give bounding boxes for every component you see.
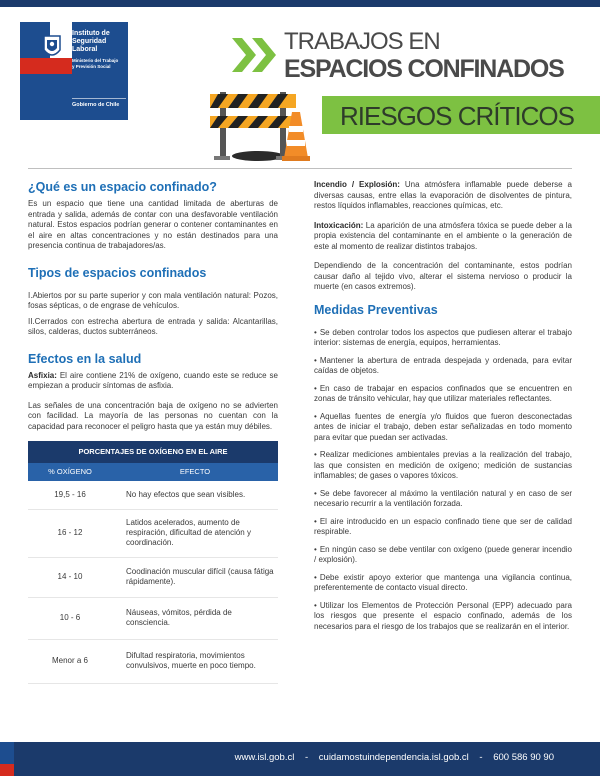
measures-list	[314, 328, 572, 633]
effect-cell: Difultad respiratoria, movimientos convulsivos, muerte en poco tiempo.	[112, 639, 278, 683]
oxygen-cell: 10 - 6	[28, 597, 112, 639]
paragraph-senales: Las señales de una concentración baja de oxígeno no se advierten con facilidad. La mayoría de las personas no cuentan con la capacidad para reconocer el peligro hasta que ya están muy débiles.	[28, 400, 278, 431]
coat-of-arms-icon	[34, 30, 70, 64]
isl-logo	[20, 22, 128, 120]
heading-tipos: Tipos de espacios confinados	[28, 265, 207, 280]
table-header-oxygen: % OXÍGENO	[28, 463, 112, 481]
effect-cell: Náuseas, vómitos, pérdida de consciencia.	[112, 597, 278, 639]
table-header-effect: EFECTO	[112, 463, 278, 481]
list-item: • Realizar mediciones ambientales previas a la realización del trabajo, las que consisten en medición de oxígeno; medición de sustancias inflamables; de gases o vapores tóxicos.	[314, 450, 572, 480]
logo-gobierno: Gobierno de Chile	[72, 102, 120, 108]
paragraph-tipos-cerrados: II.Cerrados con estrecha abertura de entrada y salida: Alcantarillas, silos, calderas, ductos subterráneos.	[28, 316, 278, 336]
list-item: • En caso de trabajar en espacios confinados que se encuentren en zonas de tránsito vehicular, hay que utilizar materiales reflectantes.	[314, 383, 572, 403]
subtitle: RIESGOS CRÍTICOS	[340, 101, 574, 131]
footer-campaign-link[interactable]: cuidamostuindependencia.isl.gob.cl	[318, 752, 469, 763]
logo-divider	[72, 98, 126, 99]
intoxicacion-label: Intoxicación:	[314, 220, 364, 230]
double-chevron-icon	[232, 38, 278, 72]
list-item: • Debe existir apoyo exterior que mantenga una vigilancia continua, preferentemente de contacto visual directo.	[314, 572, 572, 592]
footer-separator: -	[304, 752, 309, 763]
list-item: • Mantener la abertura de entrada despejada y ordenada, para evitar caídas de objetos.	[314, 355, 572, 375]
intoxicacion-text: La aparición de una atmósfera tóxica se puede deber a la propia existencia del contaminante en el ambiente o la generación de este al momento de realizar distintos trabajos.	[314, 220, 572, 251]
logo-org-name: Instituto de Seguridad Laboral	[72, 30, 110, 53]
effect-cell: Latidos acelerados, aumento de respiración, dificultad de atención y coordinación.	[112, 509, 278, 557]
heading-que-es: ¿Qué es un espacio confinado?	[28, 180, 217, 194]
right-column	[314, 180, 572, 639]
left-column	[28, 180, 278, 684]
footer-contact	[235, 752, 554, 763]
footer-flag-icon	[0, 742, 14, 776]
paragraph-asfixia	[28, 371, 278, 392]
logo-ministry: Ministerio del Trabajo y Previsión Social	[72, 58, 119, 69]
paragraph-incendio	[314, 180, 572, 212]
paragraph-que-es: Es un espacio que tiene una cantidad limitada de aberturas de entrada y salida, además de contar con una desfavorable ventilación natural. Estos espacios podrían generar o contener contaminantes en el aire en altas concentraciones y no están destinados para una presencia continua de trabajadores/as.	[28, 199, 278, 250]
table-row	[28, 509, 278, 557]
paragraph-dependiendo: Dependiendo de la concentración del contaminante, estos podrían causar daño al tejido vivo, alterar el sistema nervioso o producir la muerte (en casos extremos).	[314, 261, 572, 291]
table-row	[28, 557, 278, 597]
title-line-2: ESPACIOS CONFINADOS	[284, 55, 564, 83]
paragraph-intoxicacion	[314, 221, 572, 253]
incendio-text: Una atmósfera inflamable puede deberse a diversas causas, entre ellas la evaporación de disolventes de pintura, restos líquidos inflamables, reacciones químicas, etc.	[314, 180, 572, 210]
oxygen-cell: 16 - 12	[28, 509, 112, 557]
table-caption: PORCENTAJES DE OXÍGENO EN EL AIRE	[28, 441, 278, 463]
incendio-label: Incendio / Explosión:	[314, 180, 400, 189]
heading-medidas: Medidas Preventivas	[314, 302, 438, 317]
table-row	[28, 597, 278, 639]
effect-cell: No hay efectos que sean visibles.	[112, 481, 278, 509]
top-bar	[0, 0, 600, 7]
oxygen-cell: 14 - 10	[28, 557, 112, 597]
list-item: • Se debe favorecer al máximo la ventilación natural y en caso de ser necesario recurrir a la ventilación forzada.	[314, 488, 572, 508]
list-item: • Utilizar los Elementos de Protección Personal (EPP) adecuado para los riesgos que presente el espacio confinado, además de los necesarios para el riesgo de los trabajos que se realizarán en el interior.	[314, 600, 572, 631]
asfixia-label: Asfixia:	[28, 370, 57, 380]
paragraph-tipos-abiertos: I.Abiertos por su parte superior y con mala ventilación natural: Pozos, fosas sépticas, o de engrase de vehículos.	[28, 290, 278, 310]
list-item: • Se deben controlar todos los aspectos que pudiesen alterar el trabajo interior: sistemas de energía, equipos, herramientas.	[314, 327, 572, 347]
list-item: • Aquellas fuentes de energía y/o fluidos que fueron desconectadas antes de iniciar el trabajo, deben estar señalizadas en todo momento para evitar que puedan ser activadas.	[314, 411, 572, 442]
asfixia-text: El aire contiene 21% de oxígeno, cuando este se reduce se empiezan a producir síntomas de asfixia.	[28, 370, 278, 390]
construction-barrier-icon	[200, 82, 312, 164]
footer-website-link[interactable]: www.isl.gob.cl	[234, 752, 295, 763]
list-item: • En ningún caso se debe ventilar con oxígeno (puede generar incendio / explosión).	[314, 544, 572, 564]
footer-separator: -	[479, 752, 483, 763]
oxygen-cell: Menor a 6	[28, 639, 112, 683]
title-line-1: TRABAJOS EN	[284, 28, 440, 55]
header-divider	[28, 168, 572, 169]
list-item: • El aire introducido en un espacio confinado tiene que ser de calidad respirable.	[314, 516, 572, 536]
oxygen-cell: 19,5 - 16	[28, 481, 112, 509]
table-row	[28, 639, 278, 683]
effect-cell: Coodinación muscular difícil (causa fátiga rápidamente).	[112, 557, 278, 597]
footer-phone[interactable]: 600 586 90 90	[493, 752, 554, 763]
table-row	[28, 481, 278, 509]
heading-efectos: Efectos en la salud	[28, 351, 142, 366]
oxygen-table	[28, 441, 278, 684]
